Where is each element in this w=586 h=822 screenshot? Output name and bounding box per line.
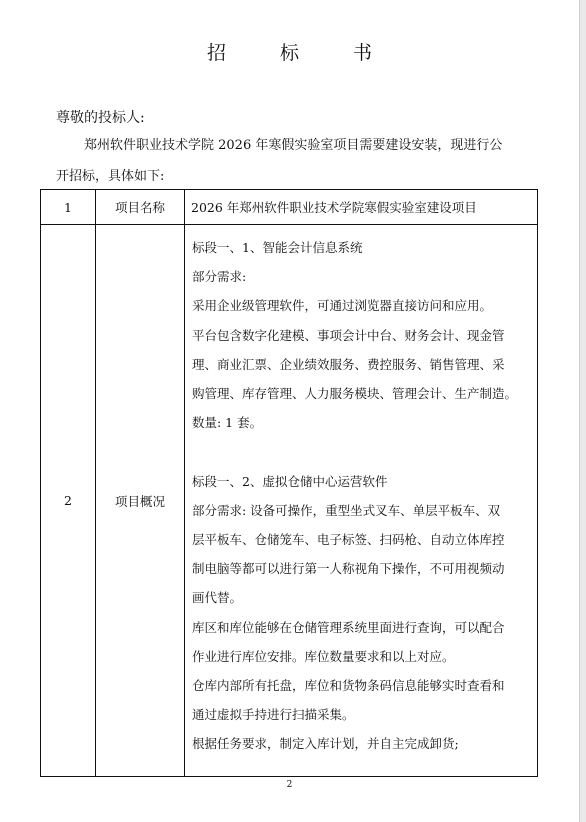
- greeting-text: 尊敬的投标人:: [56, 110, 145, 126]
- overview-line: 制电脑等都可以进行第一人称视角下操作，不可用视频动: [192, 561, 505, 577]
- overview-line: 仓库内部所有托盘，库位和货物条码信息能够实时查看和: [192, 678, 505, 694]
- overview-line: 作业进行库位安排。库位数量要求和以上对应。: [192, 648, 455, 664]
- overview-line: 层平板车、仓储笼车、电子标签、扫码枪、自动立体库控: [192, 532, 505, 548]
- overview-line: 部分需求:: [192, 269, 247, 285]
- project-name-value: 2026 年郑州软件职业技术学院寒假实验室建设项目: [185, 190, 538, 225]
- overview-line: 购管理、库存管理、人力服务模块、管理会计、生产制造。: [192, 386, 518, 402]
- overview-line: 数量: 1 套。: [192, 415, 263, 431]
- row-number: 1: [41, 190, 96, 225]
- overview-line: 部分需求: 设备可操作，重型坐式叉车、单层平板车、双: [192, 502, 501, 518]
- overview-line: 根据任务要求，制定入库计划，并自主完成卸货;: [192, 736, 459, 752]
- intro-line-1: 郑州软件职业技术学院 2026 年寒假实验室项目需要建设安装，现进行公: [84, 138, 503, 153]
- project-overview-cell: [185, 225, 538, 777]
- bid-spec-table: [40, 189, 538, 777]
- table-row: [41, 190, 538, 225]
- row-label: 项目概况: [96, 225, 185, 777]
- overview-line: 平台包含数字化建模、事项会计中台、财务会计、现金管: [192, 327, 505, 343]
- row-label: 项目名称: [96, 190, 185, 225]
- overview-line: 库区和库位能够在仓储管理系统里面进行查询，可以配合: [192, 619, 505, 635]
- overview-spacer: [192, 437, 531, 466]
- intro-line-2: 开招标，具体如下:: [56, 169, 165, 184]
- document-title: 招 标 书: [206, 42, 397, 64]
- overview-line: 采用企业级管理软件，可通过浏览器直接访问和应用。: [192, 298, 493, 314]
- overview-line: 画代替。: [192, 590, 243, 606]
- overview-line: 标段一、2、虚拟仓储中心运营软件: [192, 473, 388, 489]
- table-row: [41, 225, 538, 777]
- page-number: 2: [286, 780, 293, 790]
- overview-line: 理、商业汇票、企业绩效服务、费控服务、销售管理、采: [192, 356, 505, 372]
- overview-line: 标段一、1、智能会计信息系统: [192, 240, 363, 255]
- row-number: 2: [41, 225, 96, 777]
- overview-line: 通过虚拟手持进行扫描采集。: [192, 707, 355, 723]
